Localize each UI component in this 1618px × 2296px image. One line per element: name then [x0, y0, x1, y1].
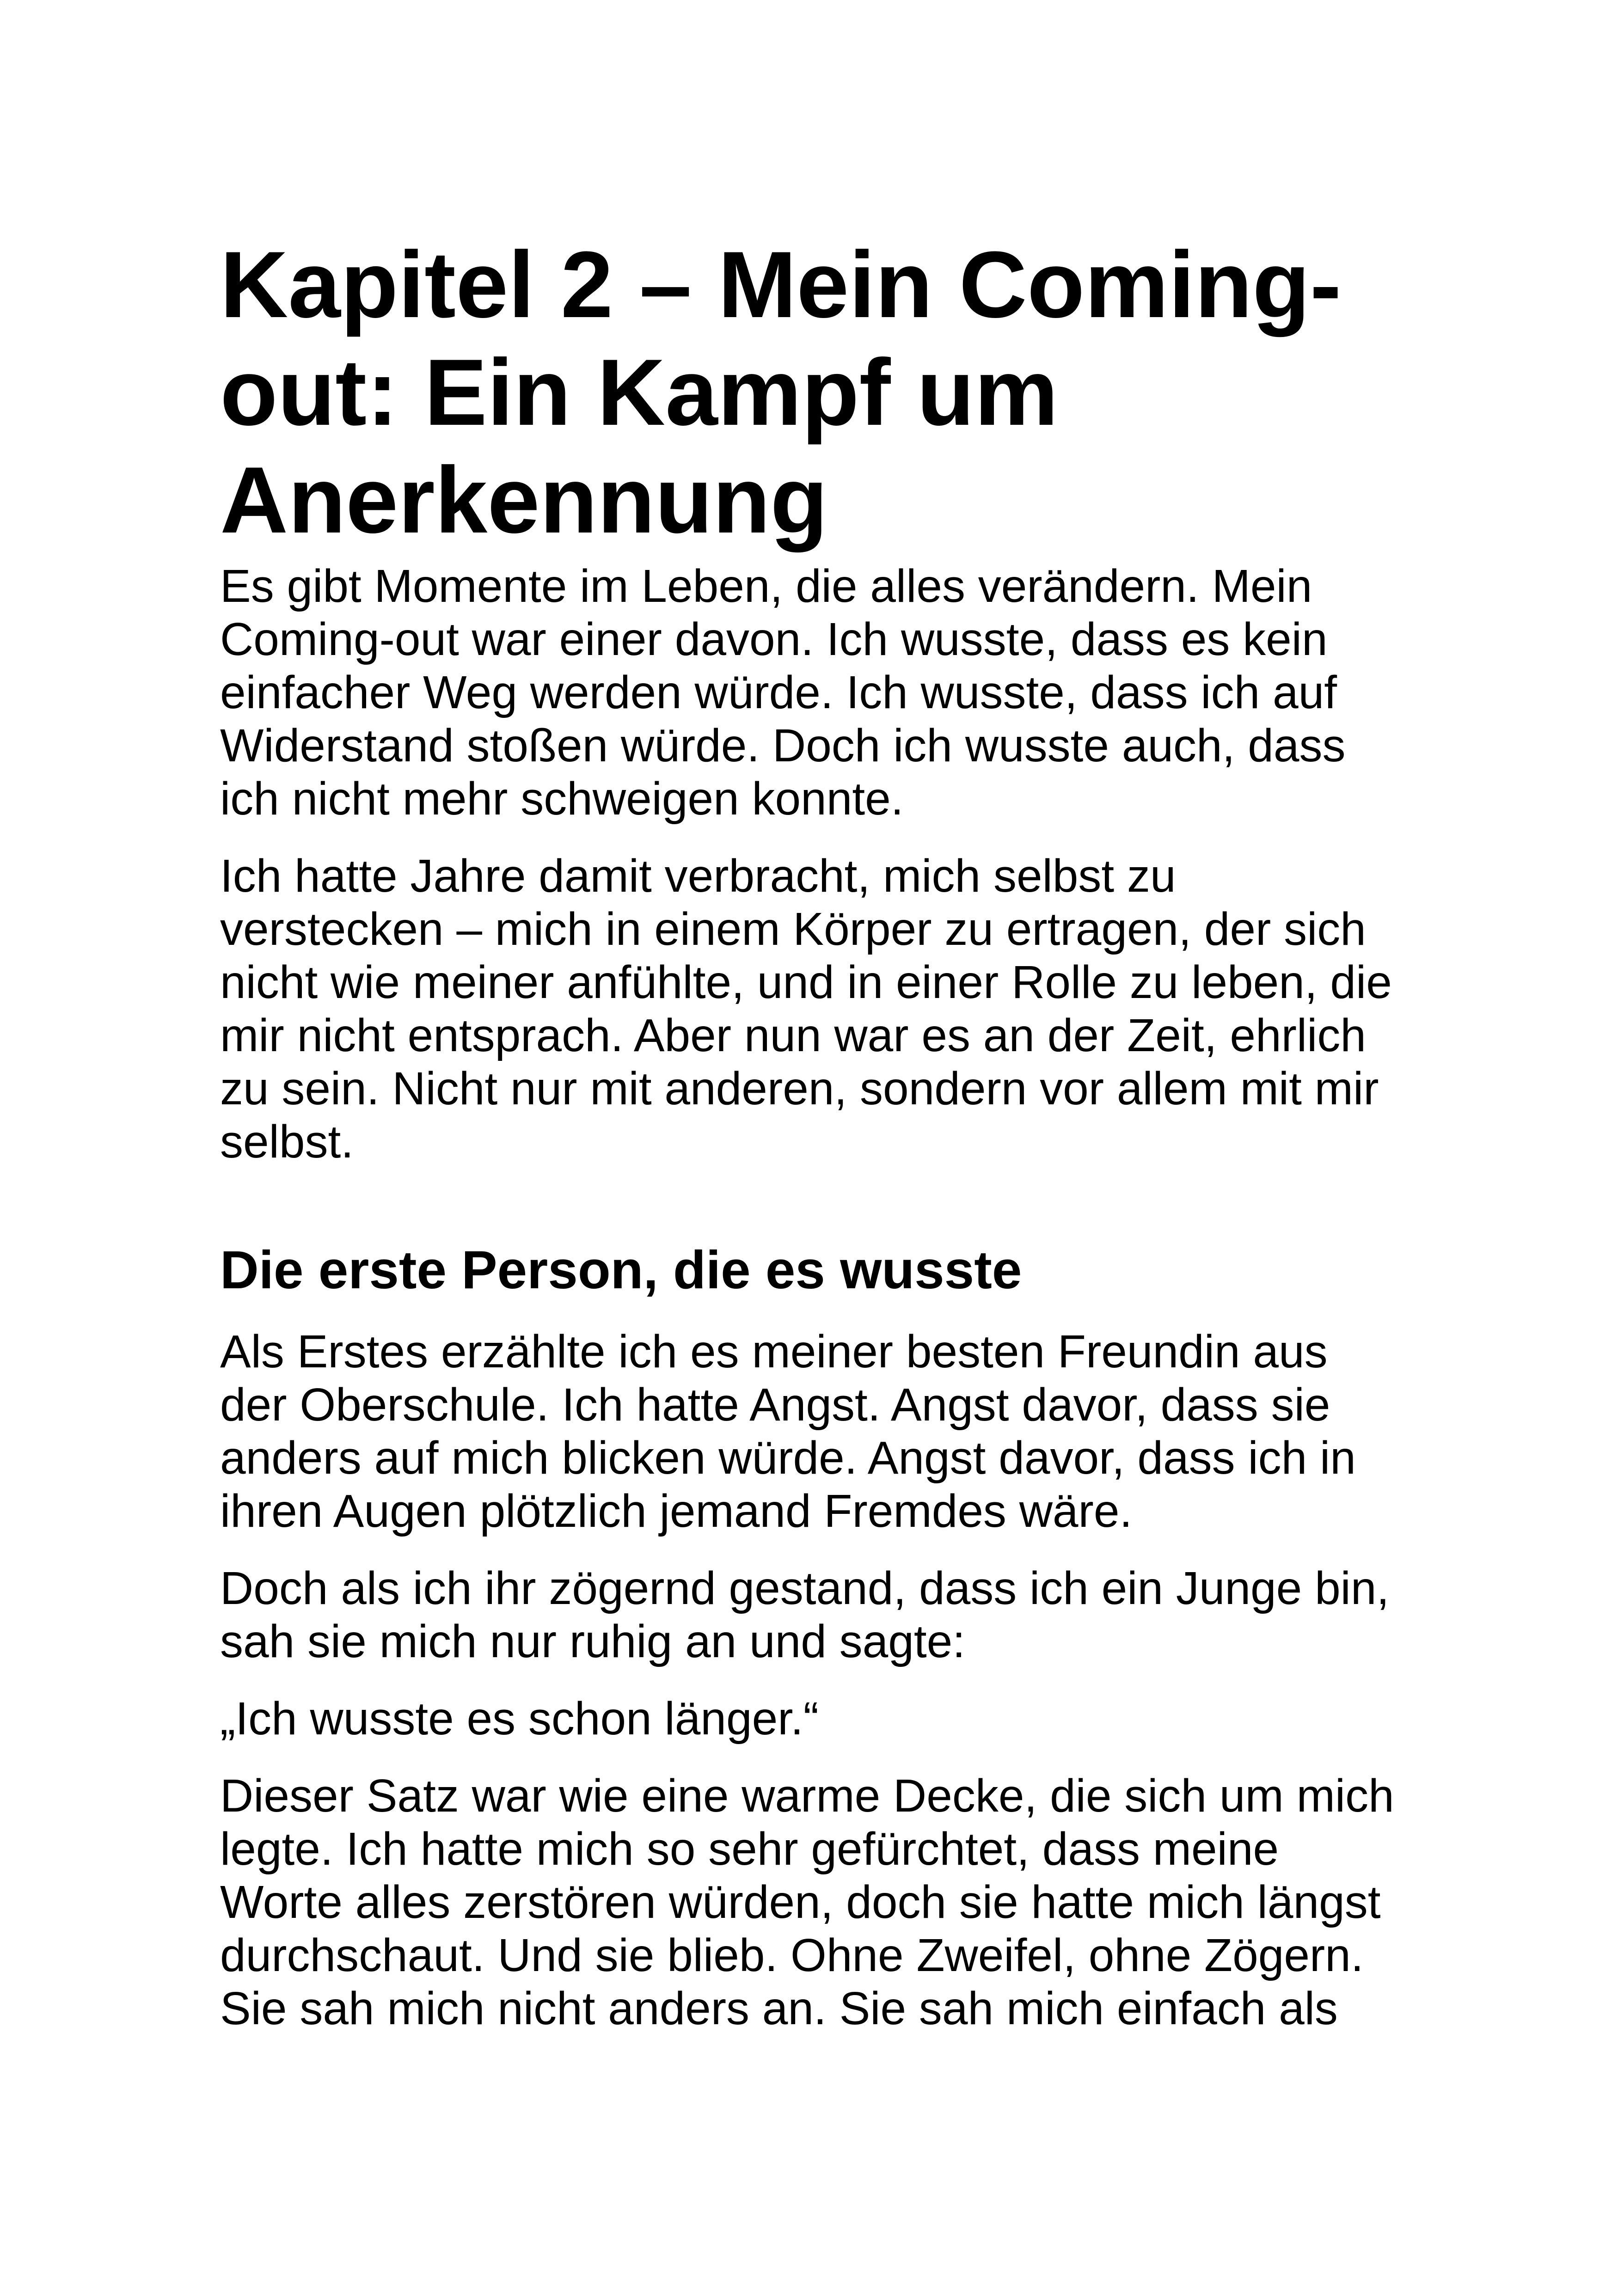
page-content [220, 231, 1403, 2035]
paragraph-section-2: Doch als ich ihr zögernd gestand, dass ich ein Junge bin, sah sie mich nur ruhig an und sagte: [220, 1562, 1390, 1667]
paragraph-quote: „Ich wusste es schon länger.“ [220, 1693, 819, 1745]
paragraph-section-3: Dieser Satz war wie eine warme Decke, die sich um mich legte. Ich hatte mich so sehr gefürchtet, dass meine Worte alles zerstören würden, doch sie hatte mich längst durchschaut. Und sie blieb. Ohne Zweifel, ohne Zögern. Sie sah mich nicht anders an. Sie sah mich einfach als [220, 1770, 1394, 2034]
chapter-title: Kapitel 2 – Mein Coming-out: Ein Kampf um Anerkennung [220, 232, 1342, 553]
paragraph-intro-1: Es gibt Momente im Leben, die alles verändern. Mein Coming-out war einer davon. Ich wusste, dass es kein einfacher Weg werden würde. Ich wusste, dass ich auf Widerstand stoßen würde. Doch ich wusste auch, dass ich nicht mehr schweigen konnte. [220, 560, 1346, 825]
paragraph-section-1: Als Erstes erzählte ich es meiner besten Freundin aus der Oberschule. Ich hatte Angst. Angst davor, dass sie anders auf mich blicken würde. Angst davor, dass ich in ihren Augen plötzlich jemand Fremdes wäre. [220, 1326, 1356, 1537]
section-heading: Die erste Person, die es wusste [220, 1240, 1022, 1300]
paragraph-intro-2: Ich hatte Jahre damit verbracht, mich selbst zu verstecken – mich in einem Körper zu ertragen, der sich nicht wie meiner anfühlte, und in einer Rolle zu leben, die mir nicht entsprach. Aber nun war es an der Zeit, ehrlich zu sein. Nicht nur mit anderen, sondern vor allem mit mir selbst. [220, 850, 1392, 1168]
